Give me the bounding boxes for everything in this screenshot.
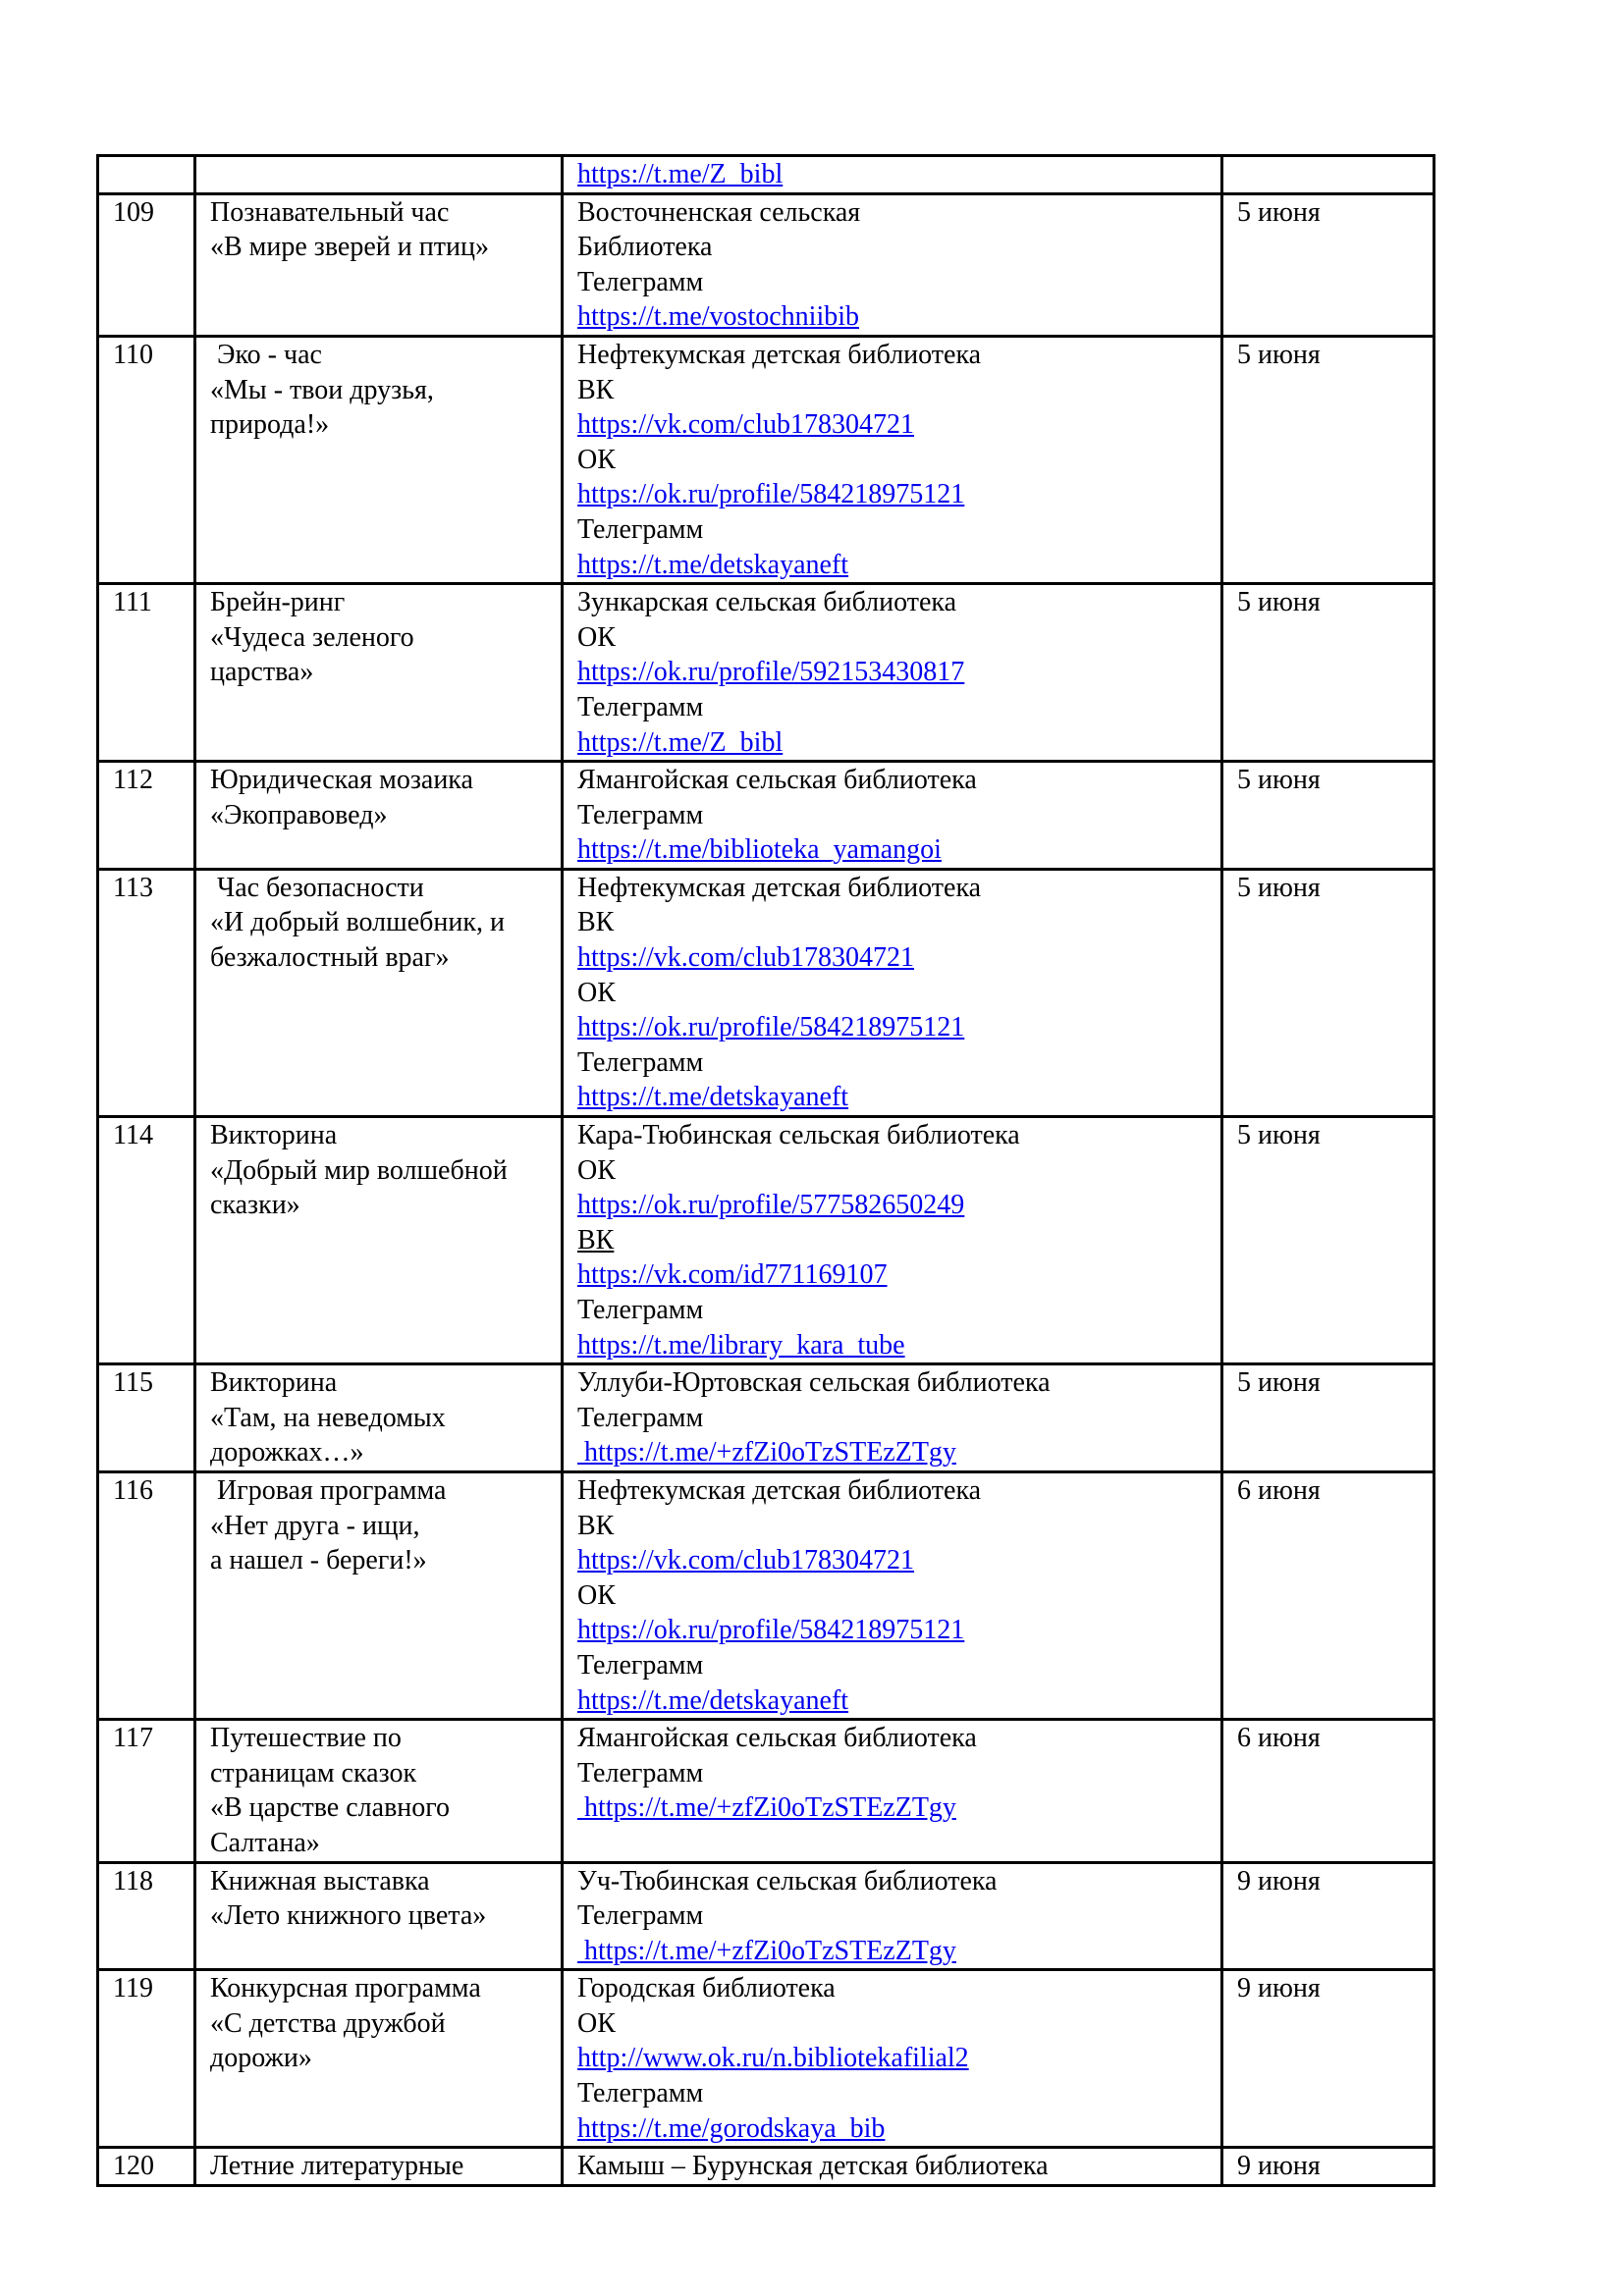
venue-text-line: ОК	[577, 1579, 616, 1611]
row-number: 118	[98, 1862, 195, 1970]
event-date: 5 июня	[1222, 869, 1435, 1116]
venue-text-line: Телеграмм	[577, 2078, 704, 2109]
event-cell	[195, 1720, 563, 1862]
row-number: 114	[98, 1117, 195, 1364]
event-date: 6 июня	[1222, 1720, 1435, 1862]
event-title-line: «С детства дружбой	[210, 2007, 446, 2039]
venue-link[interactable]: https://ok.ru/profile/577582650249	[577, 1190, 965, 1221]
event-title-line: дорожках…»	[210, 1437, 364, 1468]
table-row	[98, 1364, 1435, 1472]
event-title-line: а нашел - береги!»	[210, 1545, 427, 1576]
venue-text-line: Уч-Тюбинская сельская библиотека	[577, 1865, 998, 1896]
event-date	[1222, 156, 1435, 194]
event-date: 5 июня	[1222, 1364, 1435, 1472]
event-date: 9 июня	[1222, 1970, 1435, 2148]
event-title-line: дорожи»	[210, 2043, 312, 2074]
event-cell	[195, 762, 563, 870]
venue-text-line: Телеграмм	[577, 513, 704, 545]
table-row	[98, 2148, 1435, 2186]
event-title-line: Эко - час	[210, 339, 322, 370]
event-title-line: Час безопасности	[210, 872, 424, 903]
row-number: 117	[98, 1720, 195, 1862]
event-title-line: Книжная выставка	[210, 1865, 430, 1896]
event-date: 9 июня	[1222, 2148, 1435, 2186]
venue-link[interactable]: https://vk.com/club178304721	[577, 942, 914, 974]
venue-text-line: Камыш – Бурунская детская библиотека	[577, 2151, 1049, 2182]
venue-text-line: Телеграмм	[577, 799, 704, 830]
event-cell	[195, 1862, 563, 1970]
venue-text-line: ОК	[577, 2007, 616, 2039]
event-title-line: «Мы - твои друзья,	[210, 374, 434, 405]
event-cell	[195, 584, 563, 762]
venue-text-line: ВК	[577, 1510, 615, 1541]
row-number: 113	[98, 869, 195, 1116]
venue-link[interactable]: https://t.me/vostochniibib	[577, 301, 859, 333]
venue-link[interactable]: https://t.me/+zfZi0oTzSTEzZTgy	[577, 1935, 956, 1966]
event-title-line: Конкурсная программа	[210, 1973, 481, 2004]
venue-link[interactable]: https://ok.ru/profile/584218975121	[577, 1012, 965, 1043]
event-title-line: Брейн-ринг	[210, 587, 346, 618]
venue-link[interactable]: https://t.me/+zfZi0oTzSTEzZTgy	[577, 1792, 956, 1824]
venue-text-line: Восточненская сельская	[577, 196, 861, 228]
venue-cell	[563, 1862, 1222, 1970]
row-number: 109	[98, 193, 195, 336]
event-cell	[195, 1471, 563, 1719]
event-title-line: природа!»	[210, 409, 330, 441]
venue-link[interactable]: https://t.me/+zfZi0oTzSTEzZTgy	[577, 1437, 956, 1468]
event-date: 5 июня	[1222, 336, 1435, 583]
event-title-line: «И добрый волшебник, и	[210, 907, 505, 938]
event-title-line: Викторина	[210, 1120, 338, 1151]
venue-cell	[563, 1364, 1222, 1472]
event-title-line: Салтана»	[210, 1827, 320, 1858]
venue-text-line: Телеграмм	[577, 691, 704, 722]
venue-link[interactable]: https://t.me/Z_bibl	[577, 159, 784, 189]
event-cell	[195, 1970, 563, 2148]
venue-text-line: Зункарская сельская библиотека	[577, 587, 957, 618]
table-row	[98, 193, 1435, 336]
event-title-line: страницам сказок	[210, 1757, 417, 1789]
event-date: 9 июня	[1222, 1862, 1435, 1970]
venue-text-line: ОК	[577, 1154, 616, 1186]
event-title-line: сказки»	[210, 1190, 300, 1221]
venue-link[interactable]: https://vk.com/id771169107	[577, 1259, 888, 1291]
venue-text-line: Городская библиотека	[577, 1973, 836, 2004]
event-title-line: царства»	[210, 657, 314, 688]
event-title-line: Игровая программа	[210, 1474, 447, 1506]
venue-cell	[563, 1720, 1222, 1862]
venue-text-line: ВК	[577, 374, 615, 405]
venue-text-line: Телеграмм	[577, 1900, 704, 1932]
venue-text-line: Телеграмм	[577, 1757, 704, 1789]
table-row	[98, 336, 1435, 583]
event-title-line: «В мире зверей и птиц»	[210, 232, 489, 263]
venue-cell	[563, 584, 1222, 762]
venue-text-line: Кара-Тюбинская сельская библиотека	[577, 1120, 1020, 1151]
row-number: 116	[98, 1471, 195, 1719]
events-table-body	[98, 156, 1435, 2186]
event-title-line: безжалостный враг»	[210, 942, 450, 974]
venue-link[interactable]: https://t.me/biblioteka_yamangoi	[577, 834, 942, 866]
event-title-line: Викторина	[210, 1367, 338, 1399]
event-cell	[195, 2148, 563, 2186]
event-title-line: «Нет друга - ищи,	[210, 1510, 420, 1541]
table-row	[98, 869, 1435, 1116]
venue-text-line: ВК	[577, 907, 615, 938]
venue-link[interactable]: https://t.me/detskayaneft	[577, 549, 849, 580]
venue-cell	[563, 762, 1222, 870]
venue-text-line: Телеграмм	[577, 1295, 704, 1325]
venue-link[interactable]: https://ok.ru/profile/584218975121	[577, 1615, 965, 1646]
venue-cell	[563, 193, 1222, 336]
venue-cell	[563, 1970, 1222, 2148]
venue-link[interactable]: https://vk.com/club178304721	[577, 1545, 914, 1576]
venue-text-line: Нефтекумская детская библиотека	[577, 872, 982, 903]
venue-text-line: Ямангойская сельская библиотека	[577, 1723, 977, 1754]
table-row	[98, 156, 1435, 194]
venue-text-line: Библиотека	[577, 232, 713, 263]
venue-text-line: Телеграмм	[577, 1402, 704, 1433]
row-number: 110	[98, 336, 195, 583]
table-row	[98, 762, 1435, 870]
venue-text-line: Ямангойская сельская библиотека	[577, 765, 977, 796]
venue-link[interactable]: https://t.me/Z_bibl	[577, 726, 784, 758]
event-cell	[195, 193, 563, 336]
event-title-line: «Там, на неведомых	[210, 1402, 446, 1433]
event-cell	[195, 1117, 563, 1364]
venue-text-line: Нефтекумская детская библиотека	[577, 339, 982, 370]
venue-text-line: ОК	[577, 444, 616, 475]
venue-text-line: Телеграмм	[577, 266, 704, 297]
table-row	[98, 1720, 1435, 1862]
venue-cell	[563, 336, 1222, 583]
event-date: 5 июня	[1222, 193, 1435, 336]
event-title-line: «Экоправовед»	[210, 799, 388, 830]
event-date: 5 июня	[1222, 1117, 1435, 1364]
venue-text-line: ВК	[577, 1224, 615, 1255]
table-row	[98, 584, 1435, 762]
event-title-line: Познавательный час	[210, 196, 450, 228]
event-cell	[195, 336, 563, 583]
event-date: 5 июня	[1222, 762, 1435, 870]
event-date: 6 июня	[1222, 1471, 1435, 1719]
table-row	[98, 1117, 1435, 1364]
venue-link[interactable]: http://www.ok.ru/n.bibliotekafilial2	[577, 2043, 969, 2074]
row-number: 115	[98, 1364, 195, 1472]
event-cell	[195, 869, 563, 1116]
venue-text-line: Телеграмм	[577, 1649, 704, 1681]
event-cell	[195, 1364, 563, 1472]
event-title-line: «Чудеса зеленого	[210, 621, 414, 653]
event-title-line: Путешествие по	[210, 1723, 402, 1754]
row-number: 111	[98, 584, 195, 762]
venue-cell	[563, 2148, 1222, 2186]
event-title-line: «Лето книжного цвета»	[210, 1900, 487, 1932]
row-number: 120	[98, 2148, 195, 2186]
venue-cell	[563, 1117, 1222, 1364]
row-number: 112	[98, 762, 195, 870]
venue-link[interactable]: https://t.me/detskayaneft	[577, 1684, 849, 1716]
event-date: 5 июня	[1222, 584, 1435, 762]
event-title-line: «Добрый мир волшебной	[210, 1154, 508, 1186]
row-number	[98, 156, 195, 194]
venue-link[interactable]: https://t.me/detskayaneft	[577, 1082, 849, 1113]
venue-link[interactable]: https://t.me/gorodskaya_bib	[577, 2112, 886, 2144]
venue-text-line: ОК	[577, 977, 616, 1008]
venue-text-line: Телеграмм	[577, 1046, 704, 1078]
venue-cell	[563, 156, 1222, 194]
events-table	[96, 154, 1435, 2187]
event-title-line: Юридическая мозаика	[210, 765, 473, 796]
venue-link[interactable]: https://ok.ru/profile/584218975121	[577, 479, 965, 510]
event-cell	[195, 156, 563, 194]
venue-text-line: Нефтекумская детская библиотека	[577, 1474, 982, 1506]
table-row	[98, 1471, 1435, 1719]
venue-link[interactable]: https://t.me/library_kara_tube	[577, 1329, 905, 1361]
venue-link[interactable]: https://vk.com/club178304721	[577, 409, 914, 441]
venue-cell	[563, 1471, 1222, 1719]
venue-link[interactable]: https://ok.ru/profile/592153430817	[577, 657, 965, 688]
venue-cell	[563, 869, 1222, 1116]
event-title-line: «В царстве славного	[210, 1792, 451, 1824]
table-row	[98, 1970, 1435, 2148]
venue-text-line: ОК	[577, 621, 616, 653]
row-number: 119	[98, 1970, 195, 2148]
table-row	[98, 1862, 1435, 1970]
event-title-line: Летние литературные	[210, 2151, 464, 2182]
venue-text-line: Уллуби-Юртовская сельская библиотека	[577, 1367, 1051, 1399]
